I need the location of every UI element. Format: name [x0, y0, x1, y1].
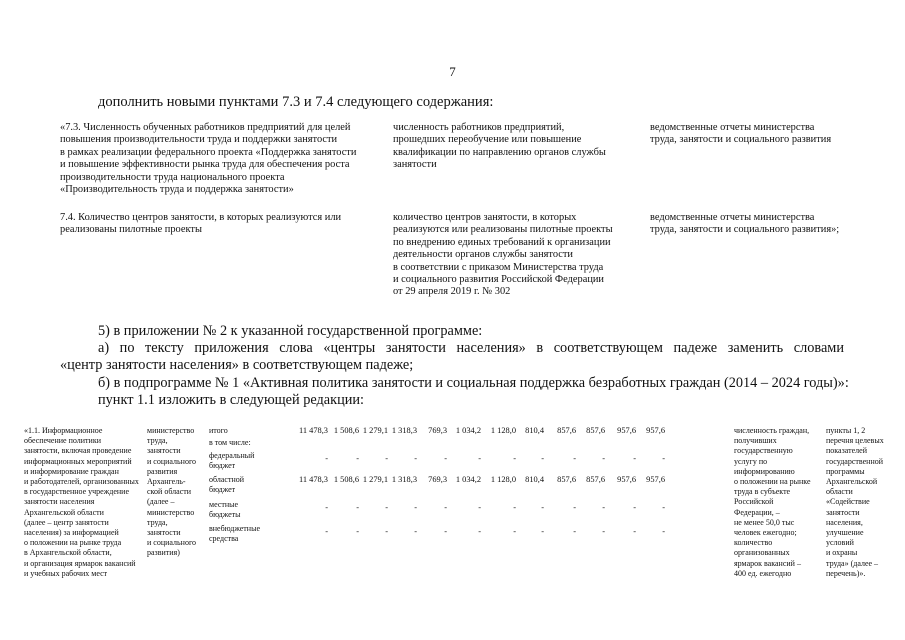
text-line: «Содействие — [826, 497, 870, 507]
text-line: квалификации по направлению органов службы — [393, 146, 606, 158]
funding-value: 957,6 — [646, 475, 665, 484]
funding-value: - — [414, 454, 417, 463]
funding-source-label — [209, 500, 241, 520]
funding-source-label — [209, 438, 251, 448]
funding-value: 957,6 — [617, 426, 636, 435]
funding-value: 957,6 — [617, 475, 636, 484]
text-line: министерство — [147, 426, 195, 435]
text-line: реализованы пилотные проекты — [60, 224, 202, 236]
funding-value: 810,4 — [525, 475, 544, 484]
text-line: реализуются или реализованы пилотные проекты — [393, 224, 613, 236]
funding-value: - — [414, 527, 417, 536]
funding-value: - — [325, 454, 328, 463]
funding-value: 769,3 — [428, 426, 447, 435]
paragraph-a-line1: а) по тексту приложения слова «центры занятости населения» в соответствующем падеже заменить словами — [98, 340, 844, 356]
funding-value: 11 478,3 — [298, 475, 328, 484]
indicator-name — [60, 122, 380, 196]
text-line: ярмарок вакансий – — [734, 558, 801, 568]
funding-value: 1 128,0 — [490, 426, 516, 435]
funding-value: - — [633, 454, 636, 463]
text-line: и учебных рабочих мест — [24, 568, 108, 578]
text-line: Российской — [734, 497, 774, 507]
text-line: от 29 апреля 2019 г. № 302 — [393, 286, 511, 298]
text-line: труда» (далее – — [826, 558, 879, 568]
text-line: и охраны — [826, 548, 858, 558]
text-line: и информирование граждан — [24, 466, 119, 476]
funding-value: - — [602, 503, 605, 512]
text-line: о положении на рынке труда — [24, 538, 122, 548]
funding-value: 769,3 — [428, 475, 447, 484]
funding-value: - — [513, 454, 516, 463]
funding-value: - — [662, 454, 665, 463]
indicator-name — [60, 212, 380, 237]
text-line: в Архангельской области, — [24, 548, 112, 558]
text-line: информированию — [734, 466, 795, 476]
funding-value: - — [633, 503, 636, 512]
text-line: в государственное учреждение — [24, 487, 129, 497]
text-line: 7.4. Количество центров занятости, в которых реализуются или — [60, 212, 342, 223]
indicator-source — [650, 122, 885, 147]
text-line: в рамках реализации федерального проекта «Поддержка занятости — [60, 146, 357, 158]
funding-value: 1 128,0 — [490, 475, 516, 484]
text-line: «1.1. Информационное — [24, 426, 103, 435]
text-line: итого — [209, 426, 228, 435]
text-line: и социального развития Российской Федерации — [393, 274, 604, 286]
text-line: внебюджетные — [209, 524, 260, 533]
text-line: и социального — [147, 456, 197, 466]
measure-link — [826, 426, 896, 579]
text-line: программы — [826, 466, 865, 476]
funding-value: 1 034,2 — [455, 475, 481, 484]
funding-value: - — [385, 503, 388, 512]
text-line: количество — [734, 538, 773, 548]
text-line: труда, — [147, 517, 168, 527]
text-line: повышения производительности труда и поддержки занятости — [60, 134, 338, 146]
text-line: занятости — [147, 528, 181, 538]
page-number: 7 — [449, 64, 456, 79]
funding-value: - — [356, 454, 359, 463]
text-line: численность граждан, — [734, 426, 810, 435]
text-line: местные — [209, 500, 239, 509]
funding-value: 857,6 — [586, 426, 605, 435]
funding-value: - — [513, 527, 516, 536]
funding-value: - — [356, 527, 359, 536]
paragraph-b: б) в подпрограмме № 1 «Активная политика занятости и социальная поддержка безработных граждан (2014 – 2024 годы)»: — [98, 375, 849, 391]
funding-source-label — [209, 524, 260, 544]
funding-value: - — [444, 527, 447, 536]
text-line: и работодателей, организованных — [24, 477, 139, 487]
funding-value: - — [573, 454, 576, 463]
text-line: ведомственные отчеты министерства — [650, 212, 815, 223]
text-line: населения, — [826, 517, 863, 527]
text-line: по внедрению единых требований к организации — [393, 236, 611, 248]
funding-value: - — [541, 503, 544, 512]
intro-text: дополнить новыми пунктами 7.3 и 7.4 следующего содержания: — [98, 94, 494, 110]
funding-value: - — [541, 527, 544, 536]
funding-value: - — [444, 503, 447, 512]
text-line: бюджет — [209, 461, 236, 471]
funding-value: - — [478, 527, 481, 536]
text-line: ведомственные отчеты министерства — [650, 122, 815, 133]
text-line: и организация ярмарок вакансий — [24, 558, 136, 568]
funding-value: 1 034,2 — [455, 426, 481, 435]
funding-value: 1 279,1 — [362, 475, 388, 484]
measure-result — [734, 426, 829, 579]
text-line: Архангель- — [147, 477, 186, 487]
text-line: федеральный — [209, 451, 255, 460]
text-line: средства — [209, 534, 239, 544]
funding-value: - — [662, 527, 665, 536]
funding-value: - — [602, 527, 605, 536]
funding-value: 857,6 — [557, 475, 576, 484]
text-line: (далее – центр занятости — [24, 517, 109, 527]
text-line: труда, занятости и социального развития»; — [650, 224, 840, 236]
funding-value: 11 478,3 — [298, 426, 328, 435]
text-line: бюджет — [209, 485, 236, 495]
funding-value: - — [356, 503, 359, 512]
text-line: труда в субъекте — [734, 487, 791, 497]
text-line: информационных мероприятий — [24, 456, 132, 466]
text-line: населения) за информацией — [24, 528, 119, 538]
text-line: перечня целевых — [826, 436, 884, 446]
funding-source-label — [209, 451, 254, 471]
funding-value: - — [478, 503, 481, 512]
text-line: Архангельской — [826, 477, 878, 487]
text-line: занятости — [147, 446, 181, 456]
text-line: перечень)». — [826, 568, 866, 578]
text-line: не менее 50,0 тыс — [734, 517, 795, 527]
funding-value: 857,6 — [586, 475, 605, 484]
text-line: условий — [826, 538, 854, 548]
text-line: «Производительность труда и поддержка занятости» — [60, 184, 294, 196]
funding-value: - — [573, 527, 576, 536]
text-line: ской области — [147, 487, 192, 497]
text-line: количество центров занятости, в которых — [393, 212, 577, 223]
funding-value: 1 508,6 — [333, 426, 359, 435]
text-line: бюджеты — [209, 510, 241, 520]
text-line: производительности труда национального проекта — [60, 171, 285, 183]
text-line: государственной — [826, 456, 884, 466]
funding-value: - — [478, 454, 481, 463]
paragraph-a-line2: «центр занятости населения» в соответствующем падеже; — [60, 357, 414, 373]
text-line: улучшение — [826, 528, 864, 538]
funding-value: - — [385, 454, 388, 463]
text-line: министерство — [147, 507, 195, 517]
funding-value: - — [513, 503, 516, 512]
funding-value: - — [573, 503, 576, 512]
text-line: занятости, включая проведение — [24, 446, 132, 456]
text-line: в том числе: — [209, 438, 251, 447]
funding-value: - — [662, 503, 665, 512]
funding-value: - — [325, 503, 328, 512]
text-line: занятости — [393, 159, 437, 171]
paragraph-5: 5) в приложении № 2 к указанной государственной программе: — [98, 323, 483, 339]
text-line: развития) — [147, 548, 180, 558]
funding-value: 1 318,3 — [391, 475, 417, 484]
text-line: государственную — [734, 446, 793, 456]
text-line: получивших — [734, 436, 777, 446]
funding-value: - — [633, 527, 636, 536]
funding-value: 810,4 — [525, 426, 544, 435]
funding-value: - — [602, 454, 605, 463]
text-line: области — [826, 487, 853, 497]
text-line: занятости — [826, 507, 860, 517]
text-line: «7.3. Численность обученных работников предприятий для целей — [60, 122, 351, 133]
text-line: (далее – — [147, 497, 175, 507]
funding-value: 1 279,1 — [362, 426, 388, 435]
funding-value: 857,6 — [557, 426, 576, 435]
text-line: Архангельской области — [24, 507, 104, 517]
indicator-definition — [393, 212, 649, 299]
text-line: пункты 1, 2 — [826, 426, 866, 435]
text-line: занятости населения — [24, 497, 95, 507]
text-line: в соответствии с приказом Министерства труда — [393, 261, 604, 273]
text-line: услугу по — [734, 456, 768, 466]
text-line: труда, занятости и социального развития — [650, 134, 832, 146]
text-line: 400 ед. ежегодно — [734, 568, 792, 578]
funding-value: - — [444, 454, 447, 463]
text-line: прошедших переобучение или повышение — [393, 134, 582, 146]
text-line: областной — [209, 475, 245, 484]
funding-value: 1 318,3 — [391, 426, 417, 435]
text-line: о положении на рынке — [734, 477, 811, 487]
funding-value: - — [414, 503, 417, 512]
text-line: обеспечение политики — [24, 436, 101, 446]
funding-value: - — [325, 527, 328, 536]
text-line: деятельности органов службы занятости — [393, 249, 573, 261]
text-line: Федерации, – — [734, 507, 780, 517]
text-line: труда, — [147, 436, 168, 446]
funding-source-label — [209, 426, 228, 436]
funding-value: - — [541, 454, 544, 463]
text-line: показателей — [826, 446, 867, 456]
text-line: человек ежегодно; — [734, 528, 797, 538]
text-line: и социального — [147, 538, 197, 548]
text-line: организованных — [734, 548, 790, 558]
paragraph-c: пункт 1.1 изложить в следующей редакции: — [98, 392, 365, 408]
funding-value: 1 508,6 — [333, 475, 359, 484]
funding-source-label — [209, 475, 244, 495]
indicator-source — [650, 212, 885, 237]
funding-value: - — [385, 527, 388, 536]
text-line: развития — [147, 466, 178, 476]
text-line: и повышение эффективности рынка труда для обеспечения роста — [60, 159, 350, 171]
funding-value: 957,6 — [646, 426, 665, 435]
text-line: численность работников предприятий, — [393, 122, 565, 133]
indicator-definition — [393, 122, 649, 172]
